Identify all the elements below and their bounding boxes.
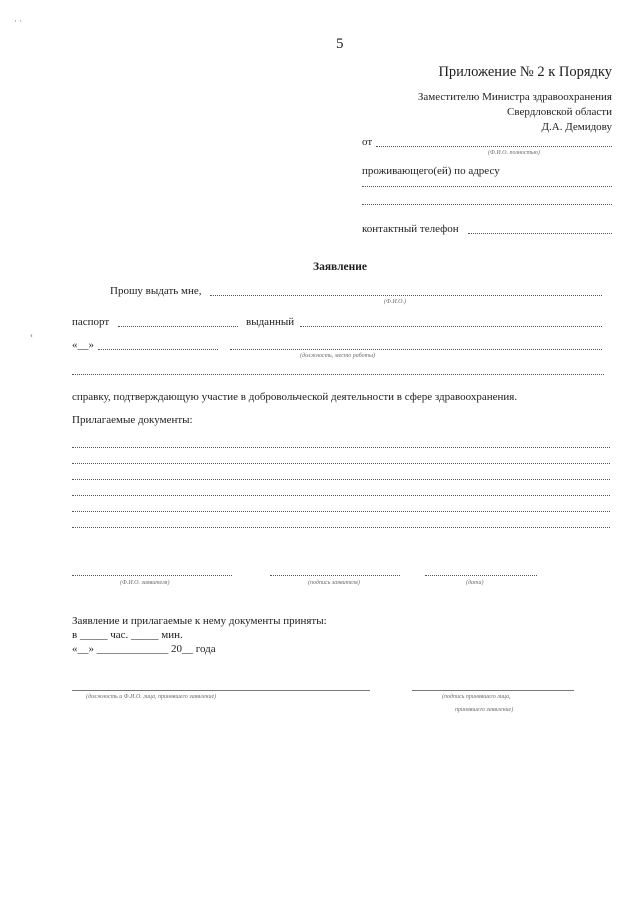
applicant-signature-caption: (подпись заявителя) <box>308 580 360 586</box>
addressee-line-1: Заместителю Министра здравоохранения <box>417 91 612 103</box>
addressee-line-3: Д.А. Демидову <box>541 121 612 133</box>
passport-label: паспорт <box>72 316 110 328</box>
application-date-line[interactable] <box>425 575 537 576</box>
accepted-time-line: в _____ час. _____ мин. <box>72 629 183 641</box>
residing-label: проживающего(ей) по адресу <box>362 165 500 177</box>
official-position-caption: (должность и Ф.И.О. лица, принявшего заявление) <box>86 694 217 700</box>
attached-documents-label: Прилагаемые документы: <box>72 414 193 426</box>
request-label: Прошу выдать мне, <box>110 285 202 297</box>
request-fio-caption: (Ф.И.О.) <box>384 299 406 305</box>
position-caption: (должность, место работы) <box>300 353 376 359</box>
attached-doc-line[interactable] <box>72 479 610 480</box>
position-line-2[interactable] <box>72 374 604 375</box>
applicant-fio-line[interactable] <box>72 575 232 576</box>
appendix-title: Приложение № 2 к Порядку <box>438 64 612 80</box>
address-line-2[interactable] <box>362 204 612 205</box>
official-signature-caption-1: (подпись принявшего лица, <box>442 694 511 700</box>
attached-doc-line[interactable] <box>72 511 610 512</box>
certificate-text: справку, подтверждающую участие в добровольческой деятельности в сфере здравоохранения. <box>72 391 518 403</box>
page-number: 5 <box>336 36 344 52</box>
attached-doc-line[interactable] <box>72 495 610 496</box>
attached-doc-line[interactable] <box>72 447 610 448</box>
scan-speck: ‹ <box>30 330 33 340</box>
accepted-date-line: «__» _____________ 20__ года <box>72 643 216 655</box>
fio-caption: (Ф.И.О. полностью) <box>488 150 540 156</box>
statement-title: Заявление <box>313 261 368 273</box>
issued-by-line[interactable] <box>300 326 602 327</box>
issue-date-line[interactable] <box>98 349 218 350</box>
passport-number-line[interactable] <box>118 326 238 327</box>
attached-doc-line[interactable] <box>72 527 610 528</box>
position-line[interactable] <box>230 349 602 350</box>
attached-doc-line[interactable] <box>72 463 610 464</box>
phone-label: контактный телефон <box>362 223 459 235</box>
official-position-line[interactable] <box>72 690 370 691</box>
from-label: от <box>362 136 373 148</box>
issue-date-quote: «__» <box>72 339 94 351</box>
official-signature-line[interactable] <box>412 690 574 691</box>
addressee-line-2: Свердловской области <box>507 106 612 118</box>
applicant-fio-caption: (Ф.И.О. заявителя) <box>120 580 170 586</box>
application-date-caption: (дата) <box>466 580 484 586</box>
request-fio-line[interactable] <box>210 295 602 296</box>
accepted-line-1: Заявление и прилагаемые к нему документы приняты: <box>72 615 327 627</box>
applicant-signature-line[interactable] <box>270 575 400 576</box>
scan-speck: · · <box>14 16 23 26</box>
address-line-1[interactable] <box>362 186 612 187</box>
phone-line[interactable] <box>468 233 612 234</box>
from-fio-line[interactable] <box>376 146 612 147</box>
issued-label: выданный <box>246 316 295 328</box>
official-signature-caption-2: принявшего заявление) <box>455 707 514 713</box>
